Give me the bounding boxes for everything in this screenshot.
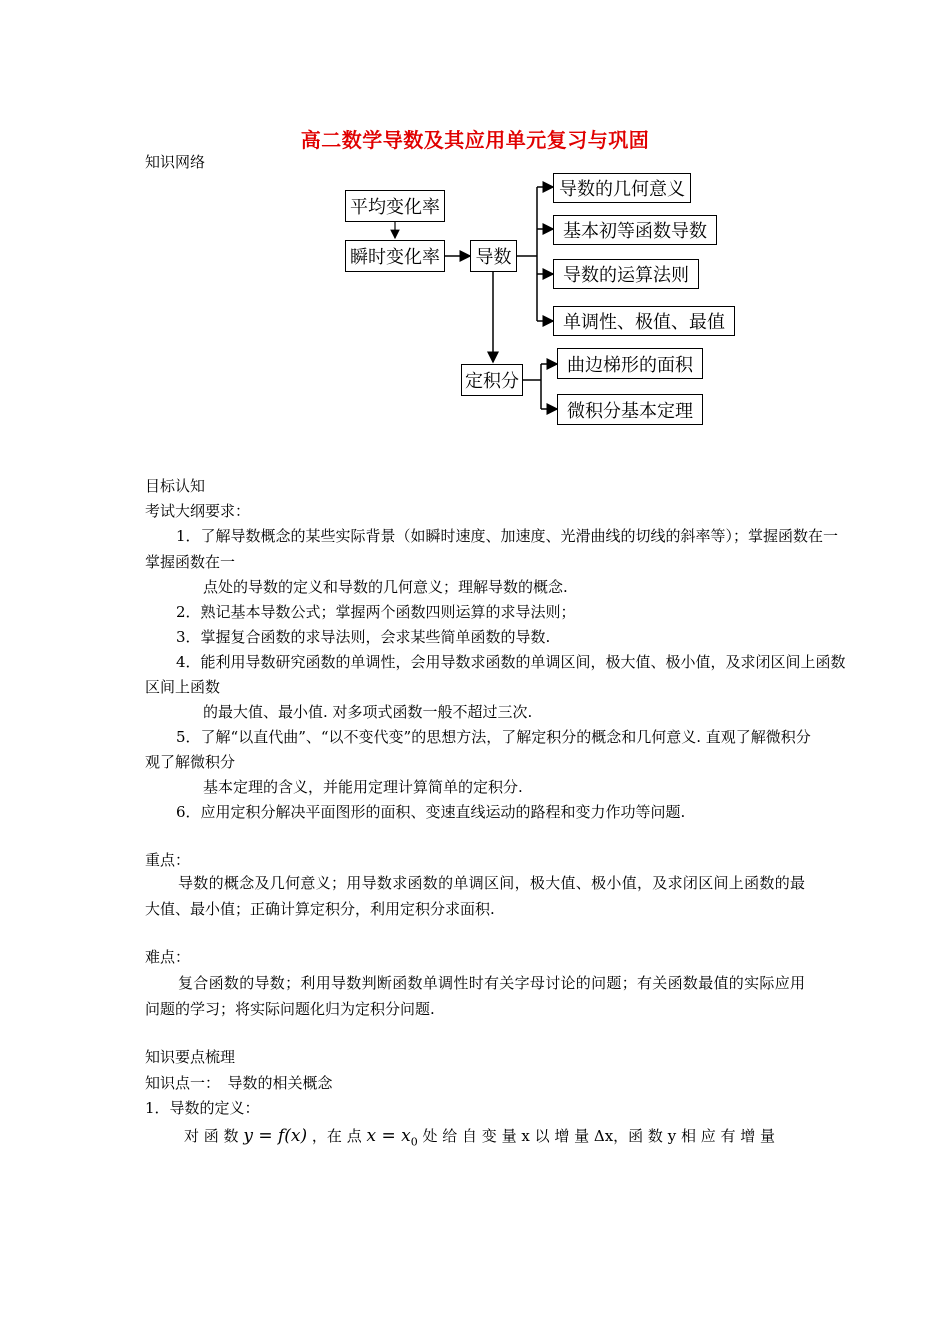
node-fundamental-theorem: 微积分基本定理 [557,394,703,425]
definition-text-2: ，在 点 [311,1127,362,1145]
requirement-4-wrap: 区间上函数 [145,678,221,696]
point-formula: $x = x_0$ [366,1126,418,1149]
node-geometric-meaning: 导数的几何意义 [553,173,691,203]
definition-text-3: 处 给 自 变 量 x 以 增 量 Δx，函 数 y 相 应 有 增 量 [422,1127,776,1145]
requirement-4b: 的最大值、最小值. 对多项式函数一般不超过三次. [203,703,533,721]
node-instant-rate: 瞬时变化率 [345,240,445,272]
node-average-rate: 平均变化率 [345,190,445,222]
difficult-points-text: 复合函数的导数；利用导数判断函数单调性时有关字母讨论的问题；有关函数最值的实际应用问题的学习；将实际问题化归为定积分问题. [145,974,805,1018]
definition-text-1: 对 函 数 [184,1127,239,1145]
requirement-1b: 点处的导数的定义和导数的几何意义；理解导数的概念. [203,578,568,596]
document-title: 高二数学导数及其应用单元复习与巩固 [300,128,650,152]
requirement-3: 3．掌握复合函数的求导法则，会求某些简单函数的导数. [176,628,551,646]
definition-heading: 1．导数的定义： [145,1099,260,1117]
requirement-1-wrap: 掌握函数在一 [145,553,236,571]
requirement-5a: 5．了解“以直代曲”、“以不变代变”的思想方法，了解定积分的概念和几何意义. 直观了解微积分 [176,728,811,746]
requirement-5-wrap: 观了解微积分 [145,753,236,771]
function-formula: y = f(x) [243,1126,308,1146]
requirement-4a: 4．能利用导数研究函数的单调性，会用导数求函数的单调区间，极大值、极小值，及求闭区间上函数 [176,653,846,671]
node-definite-integral: 定积分 [461,364,523,396]
node-derivative: 导数 [470,240,517,272]
knowledge-point-1: 知识点一： 导数的相关概念 [145,1074,333,1092]
section-goals: 目标认知 [145,477,206,495]
node-operation-rules: 导数的运算法则 [553,259,699,289]
requirement-2: 2．熟记基本导数公式；掌握两个函数四则运算的求导法则； [176,603,576,621]
section-knowledge-network: 知识网络 [145,153,206,171]
node-curved-trapezoid-area: 曲边梯形的面积 [557,348,703,379]
section-knowledge-points: 知识要点梳理 [145,1048,236,1066]
node-monotonicity-extrema: 单调性、极值、最值 [553,306,735,336]
node-basic-derivatives: 基本初等函数导数 [553,215,717,245]
requirement-1a: 1．了解导数概念的某些实际背景（如瞬时速度、加速度、光滑曲线的切线的斜率等）；掌握函数在一 [176,527,839,545]
key-points-label: 重点： [145,851,191,869]
requirement-6: 6．应用定积分解决平面图形的面积、变速直线运动的路程和变力作功等问题. [176,803,686,821]
key-points-text: 导数的概念及几何意义；用导数求函数的单调区间，极大值、极小值，及求闭区间上函数的最大值、最小值；正确计算定积分，利用定积分求面积. [145,874,805,918]
requirement-5b: 基本定理的含义，并能用定理计算简单的定积分. [203,778,523,796]
definition-line [184,1125,806,1148]
exam-requirements-heading: 考试大纲要求： [145,502,251,520]
difficult-points-label: 难点： [145,948,191,966]
